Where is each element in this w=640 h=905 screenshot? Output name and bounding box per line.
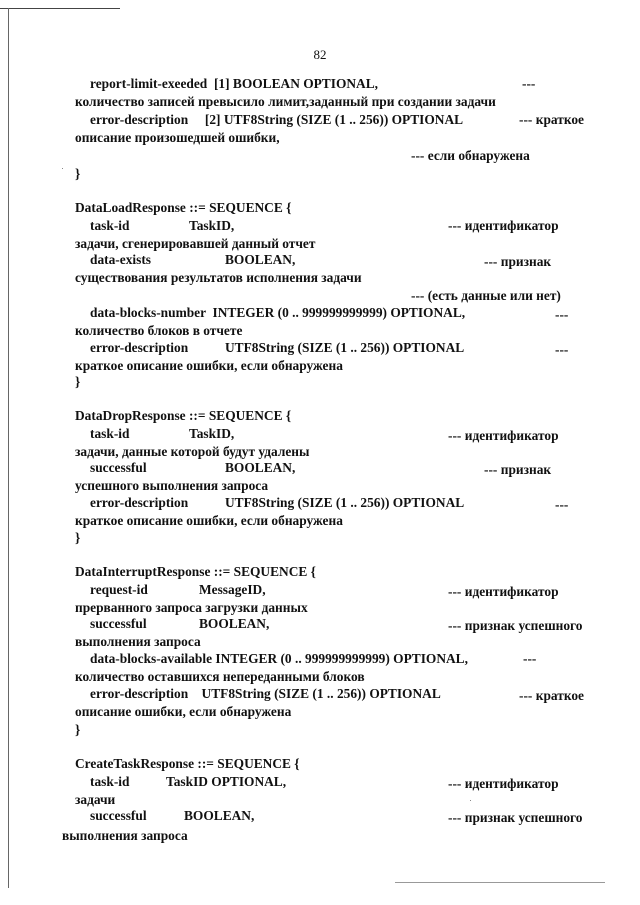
field-type: TaskID, <box>189 426 235 441</box>
comment-line: --- (есть данные или нет) <box>411 288 561 303</box>
comment-line: задачи <box>75 792 116 807</box>
comment-dash: --- идентификатор <box>448 428 559 443</box>
field-type: UTF8String (SIZE (1 .. 256)) OPTIONAL <box>225 495 465 510</box>
field-name: data-exists <box>90 252 151 267</box>
code-line: error-description UTF8String (SIZE (1 .. 256)) OPTIONAL <box>90 686 441 701</box>
comment-dash: --- признак успешного <box>448 810 583 825</box>
comment-line: выполнения запроса <box>75 634 201 649</box>
field-type: TaskID, <box>189 218 235 233</box>
comment-dash: --- краткое <box>519 688 584 703</box>
comment-line: описание произошедшей ошибки, <box>75 130 280 145</box>
comment-line: количество записей превысило лимит,заданный при создании задачи <box>75 94 496 109</box>
field-name: request-id <box>90 582 148 597</box>
comment-dash: --- идентификатор <box>448 218 559 233</box>
left-scan-edge <box>8 8 9 888</box>
field-name: successful <box>90 808 147 823</box>
sequence-header: DataInterruptResponse ::= SEQUENCE { <box>75 564 316 579</box>
comment-line: количество оставшихся непереданными блоков <box>75 669 365 684</box>
code-line: report-limit-exeeded [1] BOOLEAN OPTIONAL, <box>90 76 378 91</box>
field-name: error-description <box>90 495 189 510</box>
closing-brace: } <box>75 530 81 545</box>
comment-dash: --- признак <box>484 462 552 477</box>
bottom-scan-line <box>395 882 605 883</box>
closing-brace: } <box>75 374 81 389</box>
comment-line: --- если обнаружена <box>411 148 530 163</box>
comment-dash: --- <box>555 307 569 322</box>
page-number: 82 <box>313 47 327 62</box>
field-type: BOOLEAN, <box>199 616 270 631</box>
comment-line: описание ошибки, если обнаружена <box>75 704 292 719</box>
comment-line: успешного выполнения запроса <box>75 478 269 493</box>
speck <box>470 800 471 801</box>
sequence-header: DataLoadResponse ::= SEQUENCE { <box>75 200 292 215</box>
comment-dash: --- <box>523 651 537 666</box>
comment-dash: --- <box>555 497 569 512</box>
field-type: BOOLEAN, <box>184 808 255 823</box>
sequence-header: CreateTaskResponse ::= SEQUENCE { <box>75 756 300 771</box>
speck <box>62 168 63 169</box>
code-line: error-description [2] UTF8String (SIZE (1 .. 256)) OPTIONAL <box>90 112 464 127</box>
comment-dash: --- <box>522 76 536 91</box>
field-name: task-id <box>90 218 130 233</box>
code-line: data-blocks-number INTEGER (0 .. 999999999999) OPTIONAL, <box>90 305 466 320</box>
field-type: UTF8String (SIZE (1 .. 256)) OPTIONAL <box>225 340 465 355</box>
comment-line: количество блоков в отчете <box>75 323 243 338</box>
comment-line: краткое описание ошибки, если обнаружена <box>75 513 343 528</box>
field-type: MessageID, <box>199 582 266 597</box>
code-line: data-blocks-available INTEGER (0 .. 999999999999) OPTIONAL, <box>90 651 468 666</box>
comment-line: выполнения запроса <box>62 828 188 843</box>
comment-line: существования результатов исполнения задачи <box>75 270 362 285</box>
field-name: successful <box>90 460 147 475</box>
comment-dash: --- идентификатор <box>448 584 559 599</box>
comment-line: краткое описание ошибки, если обнаружена <box>75 358 343 373</box>
field-name: successful <box>90 616 147 631</box>
comment-dash: --- признак успешного <box>448 618 583 633</box>
field-name: error-description <box>90 340 189 355</box>
code-line: task-id TaskID OPTIONAL, <box>90 774 287 789</box>
comment-line: прерванного запроса загрузки данных <box>75 600 308 615</box>
sequence-header: DataDropResponse ::= SEQUENCE { <box>75 408 292 423</box>
comment-dash: --- <box>555 342 569 357</box>
top-scan-line <box>0 8 120 9</box>
comment-line: задачи, данные которой будут удалены <box>75 444 310 459</box>
closing-brace: } <box>75 166 81 181</box>
comment-dash: --- идентификатор <box>448 776 559 791</box>
comment-dash: --- краткое <box>519 112 584 127</box>
field-name: task-id <box>90 426 130 441</box>
field-type: BOOLEAN, <box>225 252 296 267</box>
comment-dash: --- признак <box>484 254 552 269</box>
comment-line: задачи, сгенерировавшей данный отчет <box>75 236 316 251</box>
field-type: BOOLEAN, <box>225 460 296 475</box>
closing-brace: } <box>75 722 81 737</box>
